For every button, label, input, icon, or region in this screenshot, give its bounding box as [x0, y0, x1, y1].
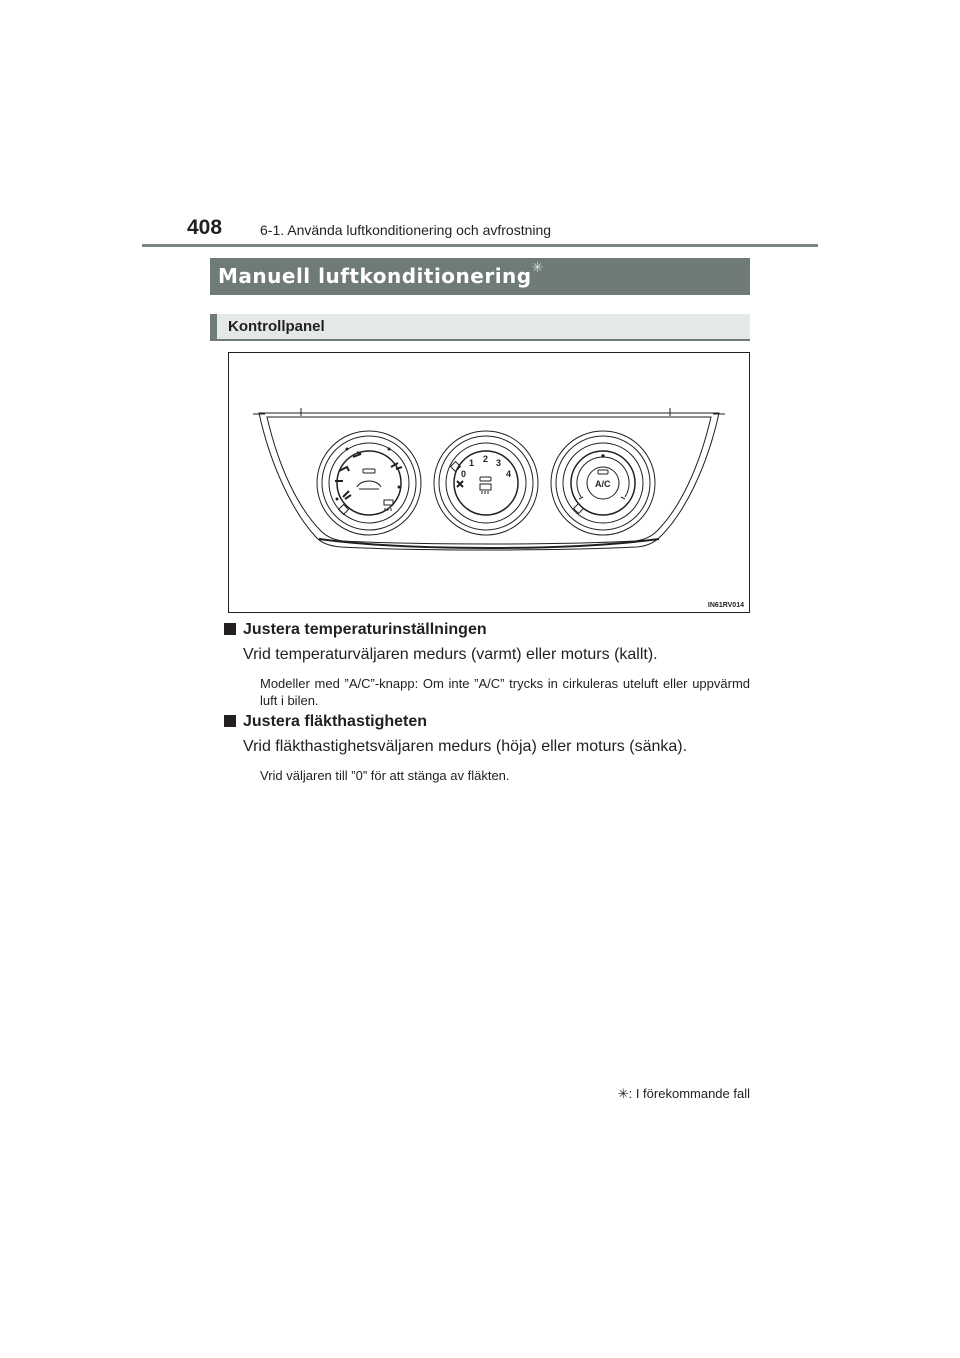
fan-label-4: 4	[506, 469, 512, 479]
fan-label-1: 1	[469, 458, 475, 468]
chapter-title: 6-1. Använda luftkonditionering och avfrostning	[260, 222, 552, 238]
fan-label-2: 2	[483, 454, 489, 464]
section-title-asterisk: ✳	[531, 260, 544, 276]
page-number: 408	[187, 216, 223, 239]
ac-button-label: A/C	[595, 479, 611, 489]
item-heading-temperature: Justera temperaturinställningen	[224, 621, 487, 639]
figure-code: IN61RV014	[707, 602, 744, 609]
square-bullet-icon	[224, 623, 236, 635]
mode-selector-knob	[317, 431, 421, 535]
control-panel-figure	[228, 352, 750, 613]
subsection-heading	[210, 314, 750, 341]
square-bullet-icon	[224, 715, 236, 727]
fan-speed-knob	[434, 431, 538, 535]
footnote-text: : I förekommande fall	[628, 1086, 750, 1101]
item-note-fan-speed: Vrid väljaren till ”0” för att stänga av fläkten.	[260, 768, 510, 783]
footnote-asterisk: ✳	[617, 1086, 629, 1101]
item-body-fan-speed: Vrid fläkthastighetsväljaren medurs (höja) eller moturs (sänka).	[243, 738, 688, 755]
item-body-temperature: Vrid temperaturväljaren medurs (varmt) eller moturs (kallt).	[243, 646, 658, 663]
section-heading	[210, 258, 750, 295]
header-rule	[142, 244, 818, 247]
subsection-bar	[210, 314, 217, 339]
footnote	[618, 1086, 750, 1102]
fan-label-0: 0	[461, 469, 467, 479]
fan-label-3: 3	[496, 458, 502, 468]
subsection-title: Kontrollpanel	[228, 318, 325, 335]
item-heading-fan-speed: Justera fläkthastigheten	[224, 713, 427, 731]
item-note-temperature: Modeller med ”A/C”-knapp: Om inte ”A/C” trycks in cirkuleras uteluft eller uppvärmd luft i bilen.	[260, 676, 750, 708]
section-title: Manuell luftkonditionering	[218, 264, 532, 288]
control-panel-illustration	[229, 353, 749, 612]
